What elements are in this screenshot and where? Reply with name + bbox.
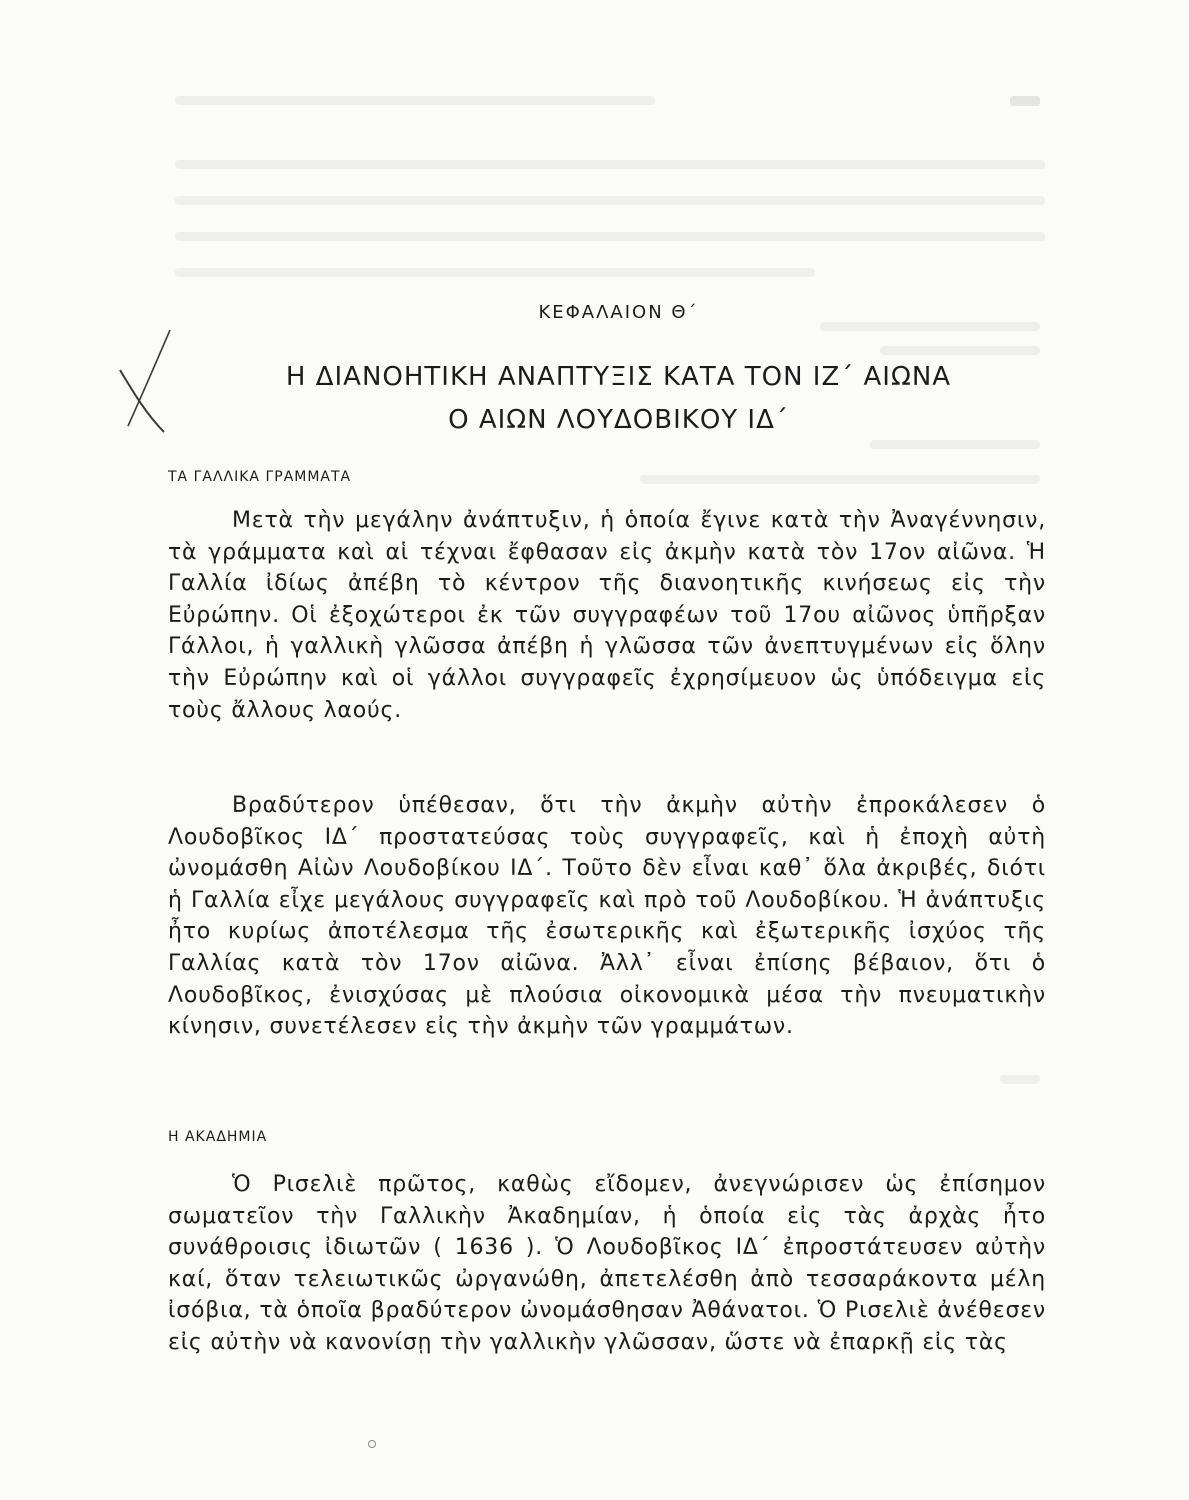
chapter-title-line-2: Ο ΑΙΩΝ ΛΟΥΔΟΒΙΚΟΥ ΙΔ΄ [448,405,789,435]
section-heading-academy: Η ΑΚΑΔΗΜΙΑ [168,1129,268,1145]
chapter-title-line-1: Η ΔΙΑΝΟΗΤΙΚΗ ΑΝΑΠΤΥΞΙΣ ΚΑΤΑ ΤΟΝ ΙΖ΄ ΑΙΩΝΑ [285,362,952,392]
chapter-label: ΚΕΦΑΛΑΙΟΝ Θ΄ [538,302,699,323]
section-heading-french-letters: ΤΑ ΓΑΛΛΙΚΑ ΓΡΑΜΜΑΤΑ [168,469,352,485]
paragraph: Βραδύτερον ὑπέθεσαν, ὅτι τὴν ἀκμὴν αὐτὴν ἐπροκάλεσεν ὁ Λουδοβῖκος ΙΔ΄ προστατεύσας τοὺς συγγραφεῖς, καὶ ἡ ἐποχὴ αὐτὴ ὠνομάσθη Αἰὼν Λουδοβίκου ΙΔ΄. Τοῦτο δὲν εἶναι καθ᾿ ὅλα ἀκριβές, διότι ἡ Γαλλία εἶχε μεγάλους συγγραφεῖς καὶ πρὸ τοῦ Λουδοβίκου. Ἡ ἀνάπτυξις ἦτο κυρίως ἀποτέλεσμα τῆς ἐσωτερικῆς καὶ ἐξωτερικῆς ἰσχύος τῆς Γαλλίας κατὰ τὸν 17ον αἰῶνα. Ἀλλ᾿ εἶναι ἐπίσης βέβαιον, ὅτι ὁ Λουδοβῖκος, ἐνισχύσας μὲ πλούσια οἰκονομικὰ μέσα τὴν πνευματικὴν κίνησιν, συνετέλεσεν εἰς τὴν ἀκμὴν τῶν γραμμάτων. [168,793,1046,1040]
paragraph: Ὁ Ρισελιὲ πρῶτος, καθὼς εἴδομεν, ἀνεγνώρισεν ὡς ἐπίσημον σωματεῖον τὴν Γαλλικὴν Ἀκαδημίαν, ἡ ὁποία εἰς τὰς ἀρχὰς ἦτο συνάθροισις ἰδιωτῶν ( 1636 ). Ὁ Λουδοβῖκος ΙΔ΄ ἐπροστάτευσεν αὐτὴν καί, ὅταν τελειωτικῶς ὠργανώθη, ἀπετελέσθη ἀπὸ τεσσαράκοντα μέλη ἰσόβια, τὰ ὁποῖα βραδύτερον ὠνομάσθησαν Ἀθάνατοι. Ὁ Ρισελιὲ ἀνέθεσεν εἰς αὐτὴν νὰ κανονίσῃ τὴν γαλλικὴν γλῶσσαν, ὥστε νὰ ἐπαρκῇ εἰς τὰς [168,1172,1046,1355]
page-mark-dot [368,1440,376,1448]
paragraph: Μετὰ τὴν μεγάλην ἀνάπτυξιν, ἡ ὁποία ἔγινε κατὰ τὴν Ἀναγέννησιν, τὰ γράμματα καὶ αἱ τέχναι ἔφθασαν εἰς ἀκμὴν κατὰ τὸν 17ον αἰῶνα. Ἡ Γαλλία ἰδίως ἀπέβη τὸ κέντρον τῆς διανοητικῆς κινήσεως εἰς τὴν Εὐρώπην. Οἱ ἐξοχώτεροι ἐκ τῶν συγγραφέων τοῦ 17ου αἰῶνος ὑπῆρξαν Γάλλοι, ἡ γαλλικὴ γλῶσσα ἀπέβη ἡ γλῶσσα τῶν ἀνεπτυγμένων εἰς ὅλην τὴν Εὐρώπην καὶ οἱ γάλλοι συγγραφεῖς ἐχρησίμευον ὡς ὑπόδειγμα εἰς τοὺς ἄλλους λαούς. [168,508,1046,723]
